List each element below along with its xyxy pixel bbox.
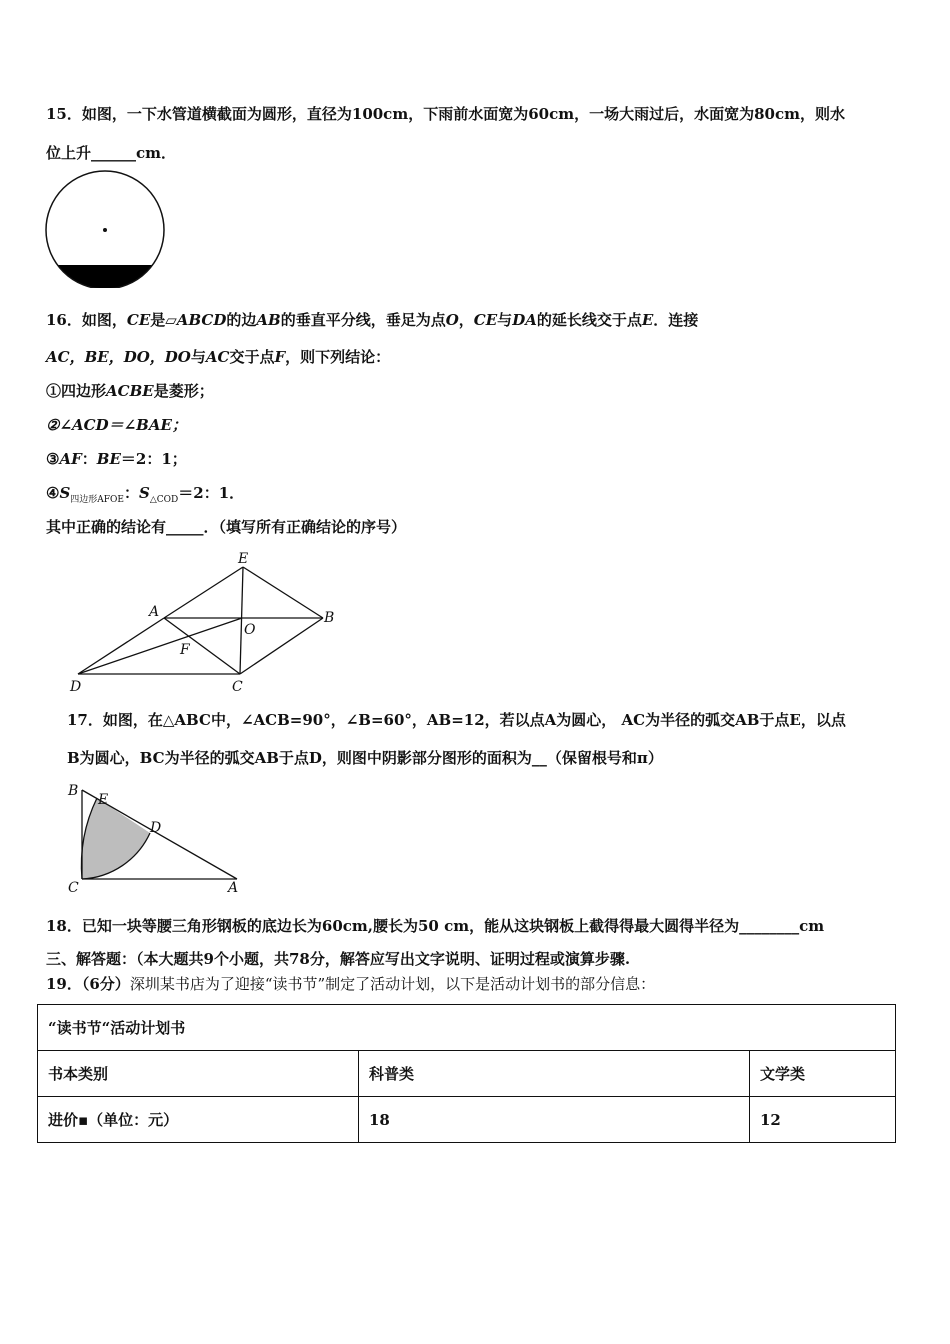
var-f: F <box>274 348 286 366</box>
label-e: E <box>238 551 249 567</box>
var-acbe: ACBE <box>106 382 154 400</box>
var-af: AF <box>59 450 82 468</box>
label-a: A <box>228 880 239 896</box>
q16-text: ， <box>458 311 474 329</box>
q19-text: 深圳某书店为了迎接“读书节”制定了活动计划，以下是活动计划书的部分信息： <box>129 975 656 993</box>
label-d: D <box>70 679 82 695</box>
q16-text: ，则下列结论： <box>285 348 391 366</box>
var-o: O <box>445 311 459 329</box>
activity-plan-table <box>37 1004 896 1143</box>
q16-line-1 <box>46 309 698 330</box>
q16-text: 交于点 <box>229 348 275 366</box>
table-cell: 18 <box>359 1097 750 1143</box>
q16-conclusion-3 <box>46 448 187 469</box>
var-be: BE <box>96 450 121 468</box>
q16-text: 是 <box>150 311 166 329</box>
label-e: E <box>98 792 109 808</box>
q15-line-2: 位上升______cm． <box>46 144 177 162</box>
section-3-title: 三、解答题：（本大题共9个小题，共78分，解答应写出文字说明、证明过程或演算步骤. <box>46 950 631 968</box>
label-c: C <box>68 880 79 896</box>
q16-text: 的垂直平分线，垂足为点 <box>280 311 446 329</box>
var-ce: CE <box>126 311 151 329</box>
q17-line-2: B为圆心，BC为半径的弧交AB于点D，则图中阴影部分图形的面积为__（保留根号和π） <box>67 749 663 767</box>
q16-conclusion-2 <box>46 414 187 435</box>
q17-line-1: 17．如图，在△ABC中，∠ACB=90°，∠B=60°，AB=12，若以点A为圆心， AC为半径的弧交AB于点E，以点 <box>67 711 846 729</box>
q16-text: ①四边形 <box>46 382 107 400</box>
table-header-cell: 书本类别 <box>38 1051 359 1097</box>
table-title: “读书节“活动计划书 <box>38 1005 896 1051</box>
var-s: S <box>139 484 150 502</box>
q16-vars: AC，BE，DO，DO <box>46 348 191 366</box>
var-da: DA <box>512 311 537 329</box>
q16-text: 与 <box>497 311 513 329</box>
q18-text: 18．已知一块等腰三角形钢板的底边长为60cm,腰长为50 cm，能从这块钢板上截得得最大圆得半径为________cm <box>46 917 825 935</box>
q16-text: ： <box>81 450 97 468</box>
table-header-cell: 科普类 <box>359 1051 750 1097</box>
label-c: C <box>232 679 243 695</box>
var-ab: AB <box>256 311 281 329</box>
label-f: F <box>180 642 190 658</box>
table-header-cell: 文学类 <box>750 1051 896 1097</box>
q16-text: 是菱形； <box>153 382 214 400</box>
table-row <box>38 1097 896 1143</box>
q16-text: ②∠ACD＝∠BAE； <box>46 416 187 434</box>
q16-ending: 其中正确的结论有_____．（填写所有正确结论的序号） <box>46 518 407 536</box>
q16-conclusion-1 <box>46 380 214 401</box>
label-b: B <box>324 610 335 626</box>
q16-text: ： <box>124 484 140 502</box>
label-d: D <box>150 820 162 836</box>
q16-text: ．连接 <box>653 311 699 329</box>
q19-prefix: 19．（6分） <box>46 975 130 993</box>
parallelogram-figure <box>60 548 350 696</box>
table-cell: 12 <box>750 1097 896 1143</box>
subscript: 四边形AFOE <box>70 495 124 505</box>
subscript: △COD <box>149 495 179 505</box>
label-b: B <box>68 783 79 799</box>
q16-text: ③ <box>46 450 60 468</box>
q16-text: ＝2：1． <box>178 484 245 502</box>
q15-line-1: 15．如图，一下水管道横截面为圆形，直径为100cm，下雨前水面宽为60cm，一场大雨过后，水面宽为80cm，则水 <box>46 105 845 123</box>
q19-line <box>46 973 655 994</box>
table-title-row <box>38 1005 896 1051</box>
pipe-cross-section-figure <box>43 170 167 288</box>
q16-line-2 <box>46 346 390 367</box>
var-e: E <box>641 311 654 329</box>
table-cell: 进价▪（单位：元） <box>38 1097 359 1143</box>
var-s: S <box>59 484 71 502</box>
q16-text: 16．如图， <box>46 311 127 329</box>
triangle-arcs-figure <box>62 776 246 898</box>
table-header-row <box>38 1051 896 1097</box>
q16-conclusion-4 <box>46 482 244 505</box>
q16-text: ④ <box>46 484 60 502</box>
label-o: O <box>244 622 256 638</box>
q16-text: 的边 <box>226 311 257 329</box>
label-a: A <box>149 604 160 620</box>
q16-text: ＝2：1； <box>120 450 187 468</box>
var-ce: CE <box>473 311 498 329</box>
var-abcd: ▱ABCD <box>165 311 227 329</box>
q16-text: 的延长线交于点 <box>536 311 642 329</box>
q16-text: 与 <box>190 348 206 366</box>
var-ac: AC <box>205 348 230 366</box>
